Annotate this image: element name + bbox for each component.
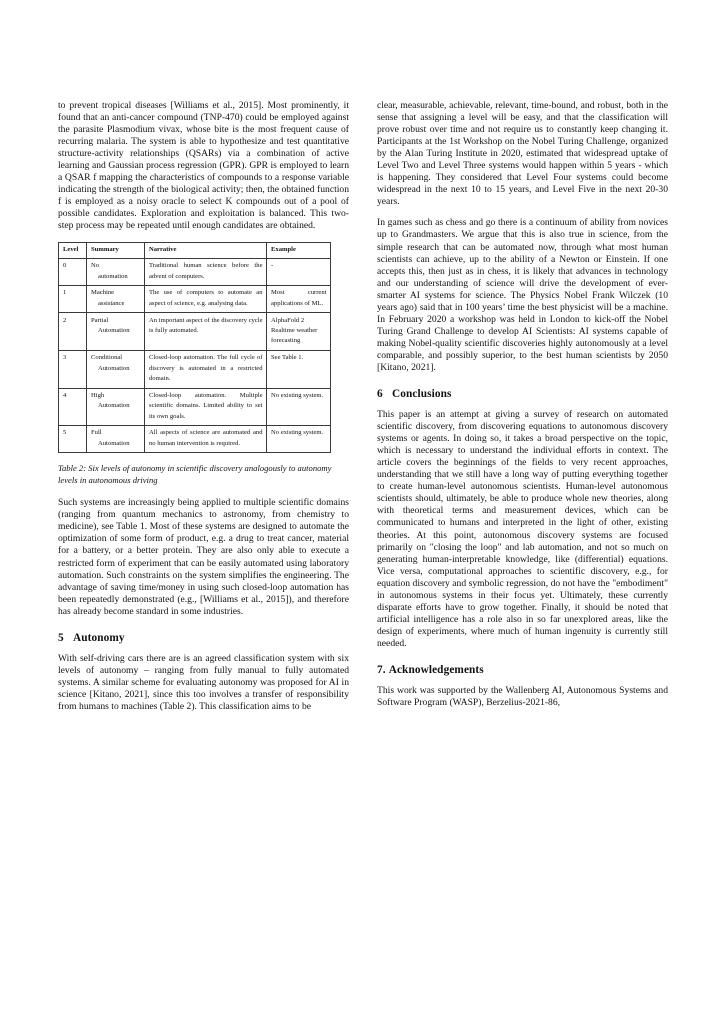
two-column-layout [58,100,668,713]
cell-example: AlphaFold 2 Realtime weather forecasting [267,313,331,351]
table-row [59,286,331,313]
cell-narrative: The use of computers to automate an aspect of science, e.g. analysing data. [145,286,267,313]
summary-line-1: High [91,391,105,399]
table-row [59,351,331,389]
paragraph-conclusions: This paper is an attempt at giving a survey of research on automated scientific discovery, from discovering equations to autonomous discovery systems or agents. In doing so, it takes a broad perspective on the topic, which is necessary to understand the individual efforts in context. The article covers the beginnings of the fields to very recent approaches, understanding that we still have a long way of putting everything together to create human-level autonomous scientists. Human-level autonomous scientists should, ultimately, be able to produce whole new theories, along with theoretical terms and measurement devices, which can be communicated to humans and interpreted in the light of other, existing theories. At this point, autonomous discovery systems are focused primarily on "closing the loop" and lab automation, and not so much on generating human-interpretable knowledge, like (differential) equations. Vice versa, computational approaches to scientific discovery, e.g., for equation discovery and symbolic regression, do not have the "embodiment" in autonomous systems in their focus yet. Ultimately, these currently disparate efforts have to grow together. Finally, it should be noted that artificial intelligence has a role also in so far unexplored areas, like the design of experiments, where much of human ingenuity is currently still needed. [377,409,668,649]
right-column [377,100,668,713]
table-row [59,259,331,286]
section-title: Autonomy [73,631,125,644]
cell-summary [87,286,145,313]
summary-line-2: Automation [98,364,130,372]
cell-level: 5 [59,426,87,453]
section-title: Conclusions [392,388,452,401]
table-2-container [58,242,330,454]
cell-example: - [267,259,331,286]
column-header-level: Level [59,242,87,259]
summary-line-1: Partial [91,316,109,324]
column-header-example: Example [267,242,331,259]
cell-example: No existing system. [267,388,331,426]
cell-narrative: An important aspect of the discovery cycle is fully automated. [145,313,267,351]
cell-example: See Table 1. [267,351,331,389]
summary-line-2: Automation [98,439,130,447]
section-number: 5 [58,631,64,644]
summary-line-1: Conditional [91,354,123,362]
summary-line-2: Automation [98,327,130,335]
cell-example: Most current applications of ML. [267,286,331,313]
cell-level: 4 [59,388,87,426]
cell-summary [87,426,145,453]
section-heading-conclusions [377,388,668,401]
cell-summary [87,259,145,286]
cell-summary [87,388,145,426]
cell-level: 0 [59,259,87,286]
cell-narrative: Closed-loop automation. The full cycle of discovery is automated in a restricted domain. [145,351,267,389]
paragraph-chess-continuum: In games such as chess and go there is a continuum of ability from novices up to Grandmasters. We argue that this is also true in science, from the simple research that can be automated now, through what most human scientists can achieve, up to the ability of a Newton or Einstein. If one accepts this, then just as in chess, it is likely that advances in technology and our understanding of science will drive the development of ever-smarter AI systems for science. The Physics Nobel Frank Wilczek (10 years ago) said that in 100 years’ time the best physicist will be a machine. In February 2020 a workshop was held in London to kick-off the Nobel Turing Grand Challenge to develop AI Scientists: AI systems capable of making Nobel-quality scientific discoveries highly autonomously at a level comparable, and possibly superior, to the best human scientists by 2050 [Kitano, 2021]. [377,217,668,373]
section-heading-acknowledgements [377,664,668,677]
section-number: 6 [377,388,383,401]
table-2-caption: Table 2: Six levels of autonomy in scientific discovery analogously to autonomy levels in autonomous driving [58,463,332,485]
column-header-narrative: Narrative [145,242,267,259]
paragraph-such-systems: Such systems are increasingly being applied to multiple scientific domains (ranging from quantum mechanics to astronomy, from chemistry to medicine), see Table 1. Most of these systems are designed to automate the optimization of some form of product, e.g. a drug to treat cancer, material for a battery, or a better protein. They are also only able to execute a restricted form of experiment that can be easily automated using laboratory automation. Such constraints on the system simplifies the engineering. The advantage of saving time/money in using such closed-loop automation has been repeatedly demonstrated (e.g., [Williams et al., 2015]), and therefore has already become standard in some industries. [58,497,349,617]
cell-summary [87,313,145,351]
cell-example: No existing system. [267,426,331,453]
table-header-row [59,242,331,259]
column-header-summary: Summary [87,242,145,259]
paragraph-autonomy-intro: With self-driving cars there are is an agreed classification system with six levels of autonomy – ranging from fully manual to fully automated systems. A similar scheme for evaluating autonomy was proposed for AI in science [Kitano, 2021], since this too involves a transfer of responsibility from humans to machines (Table 2). This classification aims to be [58,652,349,712]
autonomy-levels-table [58,242,331,454]
cell-level: 1 [59,286,87,313]
left-column [58,100,349,713]
summary-line-2: automation [98,272,128,280]
table-row [59,426,331,453]
cell-level: 3 [59,351,87,389]
paragraph-acknowledgements: This work was supported by the Wallenberg AI, Autonomous Systems and Software Program (WASP), Berzelius-2021-86, [377,684,668,709]
section-title: Acknowledgements [388,663,484,676]
summary-line-1: Machine [91,289,115,297]
summary-line-1: No [91,262,100,270]
section-heading-autonomy [58,632,349,645]
cell-narrative: All aspects of science are automated and no human intervention is required. [145,426,267,453]
table-row [59,313,331,351]
section-number: 7. [377,663,386,676]
summary-line-2: assistance [98,299,125,307]
summary-line-1: Full [91,429,102,437]
table-row [59,388,331,426]
paragraph-qsar-gpr: to prevent tropical diseases [Williams et al., 2015]. Most prominently, it found that an anti-cancer compound (TNP-470) could be employed against the parasite Plasmodium vivax, whose bite is the most frequent cause of recurring malaria. The system is able to hypothesize and test quantitative structure-activity relationships (QSARs) via a combination of active learning and Gaussian process regression (GPR). GPR is employed to learn a QSAR f mapping the characteristics of compounds to a response variable indicating the strength of the biological activity; then, the obtained function f is employed as a noisy oracle to select K compounds out of a pool of possible candidates. Exploration and exploitation is balanced. This two-step process may be repeated until enough candidates are obtained. [58,100,349,232]
cell-narrative: Closed-loop automation. Multiple scientific domains. Limited ability to set its own goals. [145,388,267,426]
paragraph-classification-criteria: clear, measurable, achievable, relevant, time-bound, and robust, both in the sense that assigning a level will be easy, and that the classification will prove robust over time and not require us to constantly keep changing it. Participants at the 1st Workshop on the Nobel Turing Challenge, organized by the Alan Turing Institute in 2020, estimated that widespread uptake of Level Two and Level Three systems would happen within 5 years - which is happening. They considered that Level Four systems could become widespread in the next 10 to 15 years, and Level Five in the next 20-30 years. [377,100,668,208]
summary-line-2: Automation [98,402,130,410]
cell-summary [87,351,145,389]
cell-narrative: Traditional human science before the advent of computers. [145,259,267,286]
cell-level: 2 [59,313,87,351]
